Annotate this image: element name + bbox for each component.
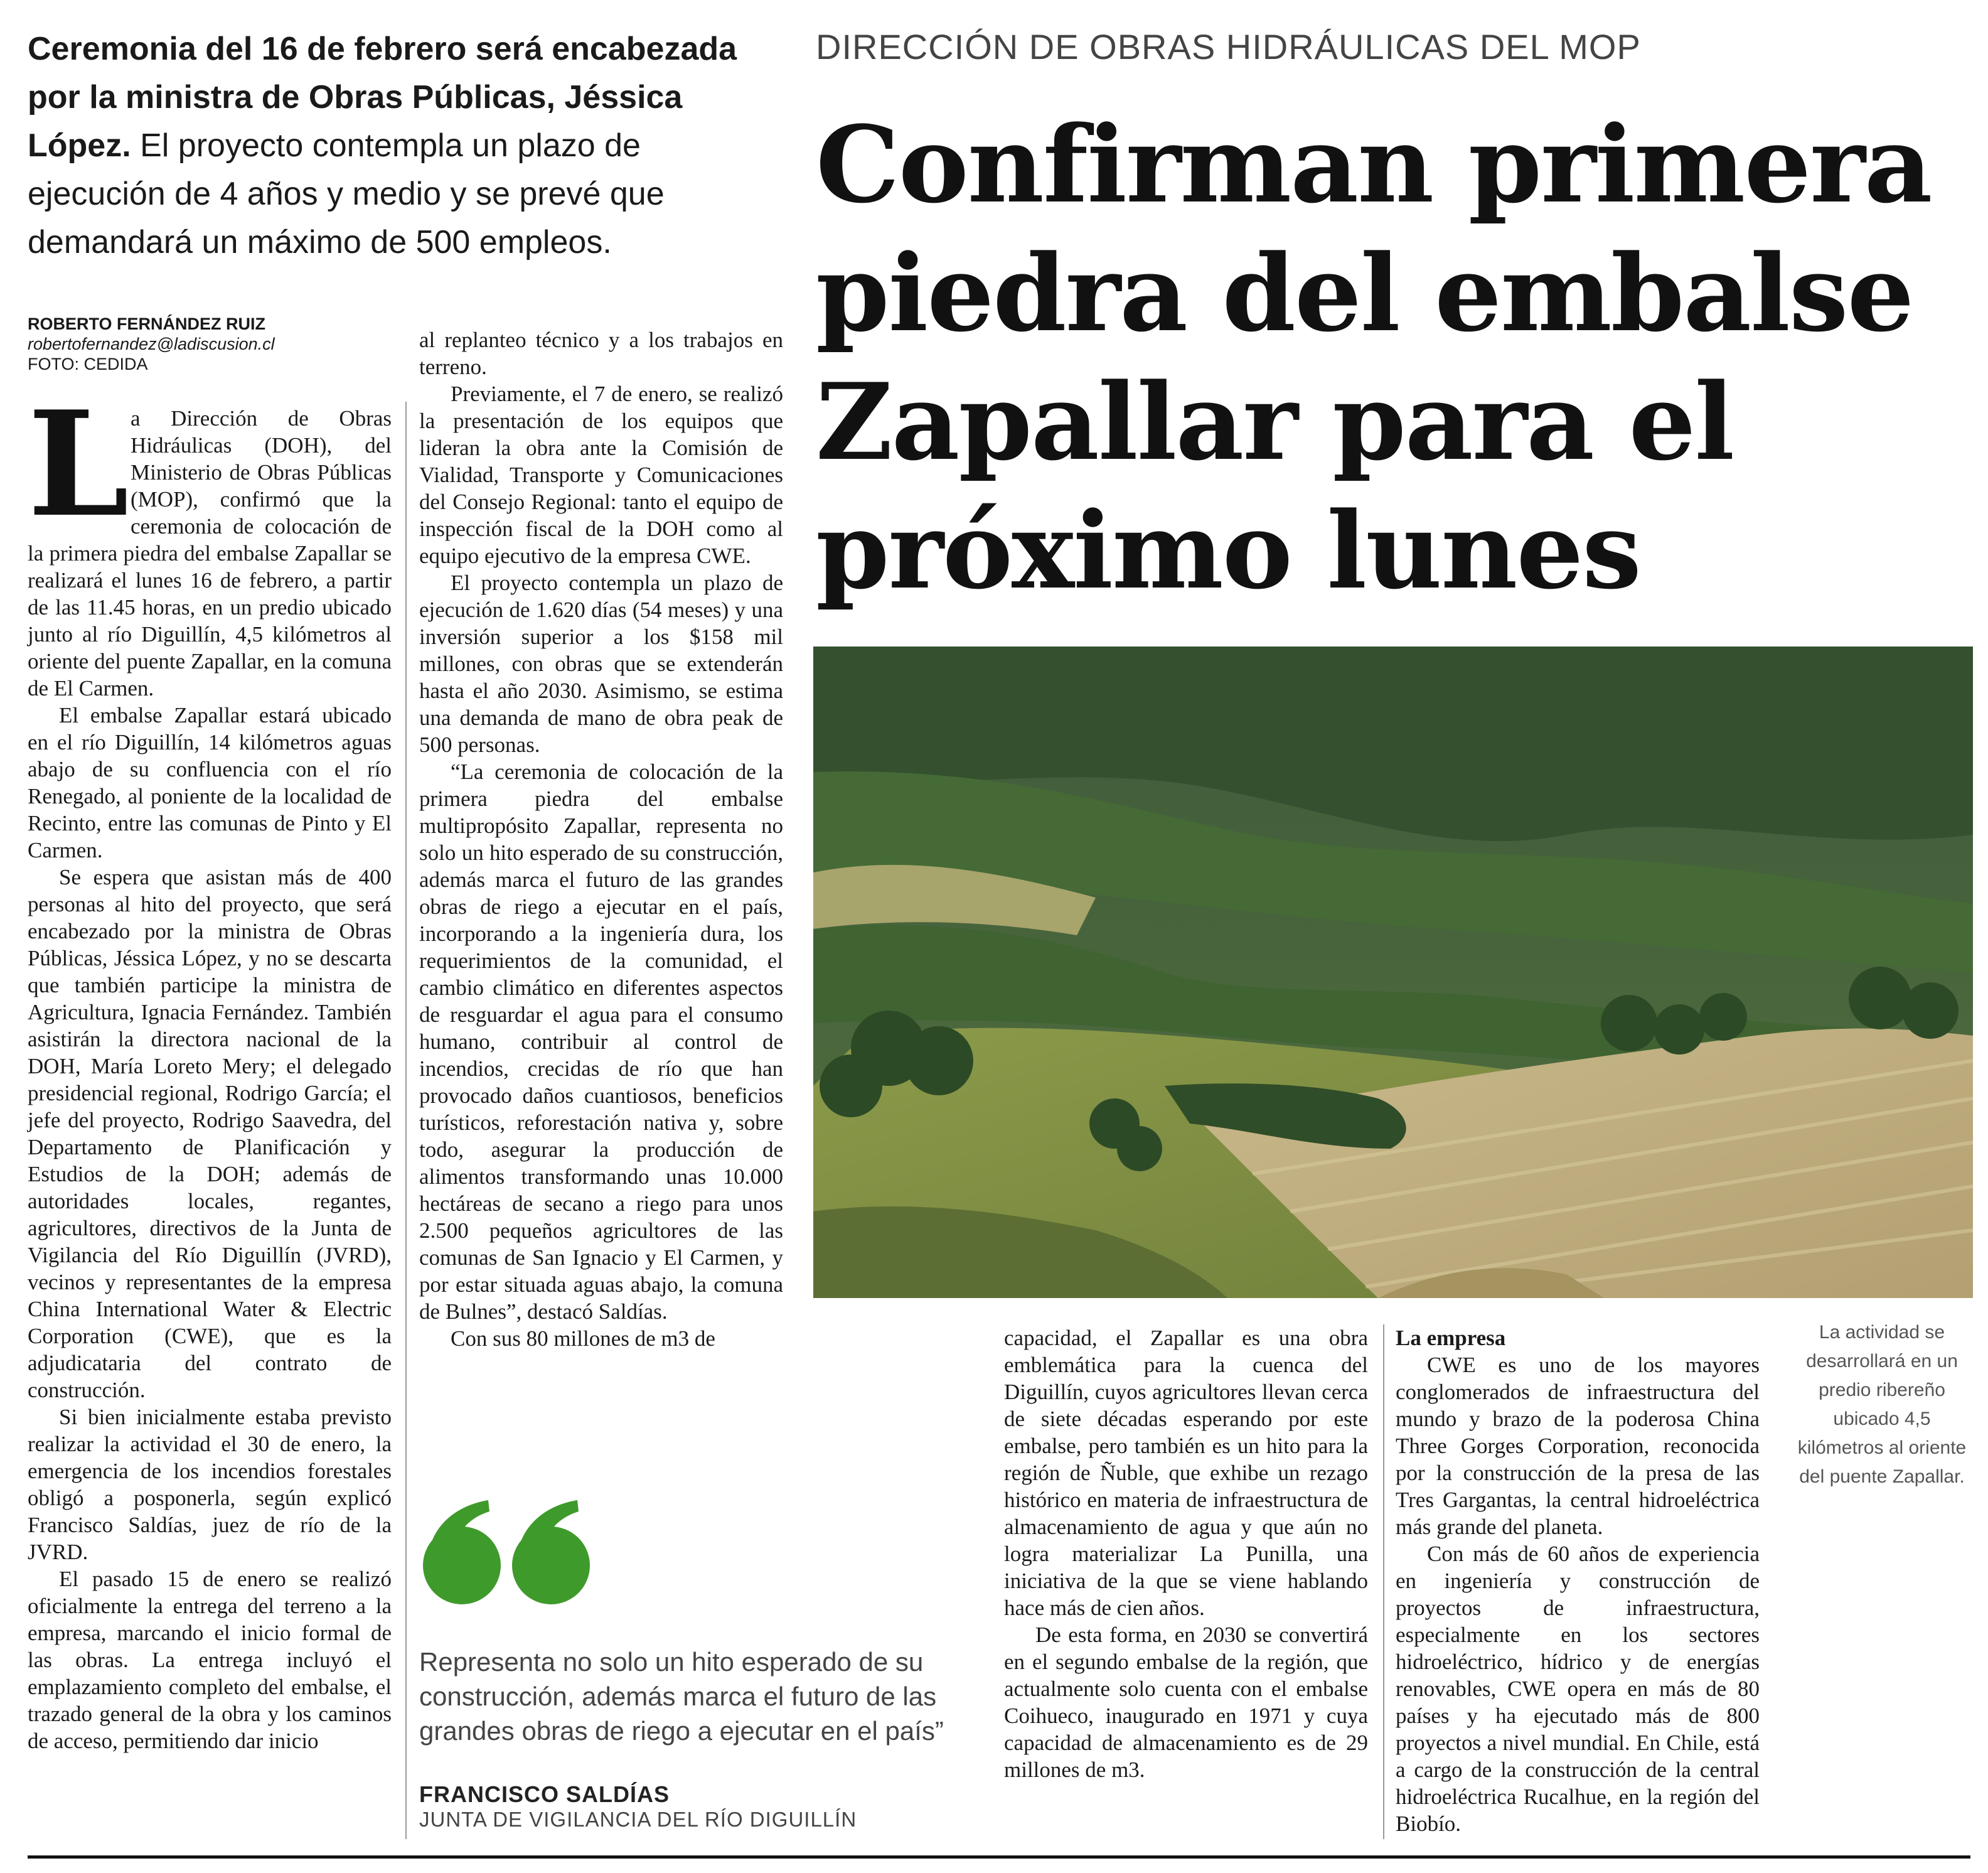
pull-quote-author: FRANCISCO SALDÍAS	[419, 1781, 670, 1807]
pull-quote-text: Representa no solo un hito esperado de su construcción, además marca el futuro de las grandes obras de riego a ejecutar en el país”	[419, 1647, 944, 1746]
paragraph: El proyecto contempla un plazo de ejecución de 1.620 días (54 meses) y una inversión superior a los $158 mil millones, con obras que se extenderán hasta el año 2030. Asimismo, se estima una demanda de mano de obra peak de 500 personas.	[419, 571, 783, 757]
body-column-1	[28, 380, 392, 1754]
section-subhead: La empresa	[1396, 1326, 1506, 1350]
photo-caption: La actividad se desarrollará en un predio ribereño ubicado 4,5 kilómetros al oriente del puente Zapallar.	[1797, 1322, 1967, 1487]
body-column-4	[1396, 1324, 1760, 1837]
page-bottom-rule	[28, 1855, 1970, 1859]
drop-cap: L	[28, 380, 129, 549]
column-divider	[1383, 1324, 1384, 1839]
byline	[28, 314, 417, 374]
article-deck	[28, 25, 781, 267]
paragraph: Con sus 80 millones de m3 de	[451, 1326, 715, 1351]
paragraph: CWE es uno de los mayores conglomerados de infraestructura del mundo y brazo de la poderosa China Three Gorges Corporation, reconocida por la construcción de la presa de las Tres Gargantas, la central hidroeléctrica más grande del planeta.	[1396, 1353, 1760, 1539]
deck-bold: Ceremonia del 16 de febrero será encabezada por la ministra de Obras Públicas, Jéssica López.	[28, 31, 737, 164]
paragraph: Si bien inicialmente estaba previsto realizar la actividad el 30 de enero, la emergencia de los incendios forestales obligó a posponerla, según explicó Francisco Saldías, juez de río de la JVRD.	[28, 1405, 392, 1564]
paragraph: Previamente, el 7 de enero, se realizó la presentación de los equipos que lideran la obra ante la Comisión de Vialidad, Transporte y Comunicaciones del Consejo Regional: tanto el equipo de inspección fiscal de la DOH como al equipo ejecutivo de la empresa CWE.	[419, 382, 783, 568]
paragraph: El embalse Zapallar estará ubicado en el río Diguillín, 14 kilómetros aguas abajo de su confluencia con el río Renegado, al poniente de la localidad de Recinto, entre las comunas de Pinto y El Carmen.	[28, 703, 392, 862]
paragraph: Con más de 60 años de experiencia en ingeniería y construcción de proyectos de infraestructura, especialmente en los sectores hidroeléctrico, hídrico y de energías renovables, CWE opera en más de 80 países y ha ejecutado más de 800 proyectos a nivel mundial. En Chile, está a cargo de la construcción de la central hidroeléctrica Rucalhue, en la región del Biobío.	[1396, 1542, 1760, 1836]
section-kicker: DIRECCIÓN DE OBRAS HIDRÁULICAS DEL MOP	[816, 27, 1641, 67]
paragraph: capacidad, el Zapallar es una obra emblemática para la cuenca del Diguillín, cuyos agricultores llevan cerca de siete décadas esperando por este embalse, pero también es un hito para la región de Ñuble, que exhibe un rezago histórico en materia de infraestructura de almacenamiento de agua y que aún no logra materializar La Punilla, una iniciativa de la que se viene hablando hace más de cien años.	[1004, 1326, 1368, 1620]
paragraph: a Dirección de Obras Hidráulicas (DOH), del Ministerio de Obras Públicas (MOP), confirmó que la ceremonia de colocación de la primera piedra del embalse Zapallar se realizará el lunes 16 de febrero, a partir de las 11.45 horas, en un predio ubicado junto al río Diguillín, 4,5 kilómetros al oriente del puente Zapallar, en la comuna de El Carmen.	[28, 406, 392, 700]
author-name: ROBERTO FERNÁNDEZ RUIZ	[28, 314, 266, 333]
body-column-3	[1004, 1324, 1368, 1783]
body-column-2	[419, 326, 783, 1352]
pull-quote-organization: JUNTA DE VIGILANCIA DEL RÍO DIGUILLÍN	[419, 1808, 857, 1831]
quote-marks-icon	[419, 1500, 601, 1607]
author-email: robertofernandez@ladiscusion.cl	[28, 335, 275, 353]
aerial-landscape-photo	[813, 647, 1973, 1298]
paragraph: El pasado 15 de enero se realizó oficialmente la entrega del terreno a la empresa, marcando el inicio formal de las obras. La entrega incluyó el emplazamiento completo del embalse, el trazado general de la obra y los caminos de acceso, permitiendo dar inicio	[28, 1567, 392, 1753]
paragraph: De esta forma, en 2030 se convertirá en el segundo embalse de la región, que actualmente solo cuenta con el embalse Coihueco, inaugurado en 1971 y cuya capacidad de almacenamiento es de 29 millones de m3.	[1004, 1623, 1368, 1782]
headline: Confirman primera piedra del embalse Zapallar para el próximo lunes	[816, 102, 1932, 613]
paragraph: al replanteo técnico y a los trabajos en terreno.	[419, 328, 783, 379]
photo-credit: FOTO: CEDIDA	[28, 355, 148, 373]
deck-text: El proyecto contempla un plazo de ejecución de 4 años y medio y se prevé que demandará un máximo de 500 empleos.	[28, 127, 665, 260]
column-divider	[405, 402, 407, 1839]
paragraph: “La ceremonia de colocación de la primera piedra del embalse multipropósito Zapallar, representa no solo un hito esperado de su construcción, además marca el futuro de las grandes obras de riego a ejecutar en el país, incorporando a la ingeniería dura, los requerimientos de la comunidad, el cambio climático en diferentes aspectos de resguardar el agua para el consumo humano, contribuir al control de incendios, crecidas de río que han provocado daños cuantiosos, beneficios turísticos, reforestación nativa y, sobre todo, asegurar la producción de alimentos transformando unas 10.000 hectáreas de secano a riego para unos 2.500 pequeños agricultores de las comunas de San Ignacio y El Carmen, y por estar situada aguas abajo, la comuna de Bulnes”, destacó Saldías.	[419, 759, 783, 1324]
paragraph: Se espera que asistan más de 400 personas al hito del proyecto, que será encabezado por la ministra de Obras Públicas, Jéssica López, y no se descarta que también participe la ministra de Agricultura, Ignacia Fernández. También asistirán la directora nacional de la DOH, María Loreto Mery; el delegado presidencial regional, Rodrigo García; el jefe del proyecto, Rodrigo Saavedra, del Departamento de Planificación y Estudios de la DOH; además de autoridades locales, regantes, agricultores, directivos de la Junta de Vigilancia del Río Diguillín (JVRD), vecinos y representantes de la empresa China International Water & Electric Corporation (CWE), que es la adjudicataria del contrato de construcción.	[28, 865, 392, 1402]
